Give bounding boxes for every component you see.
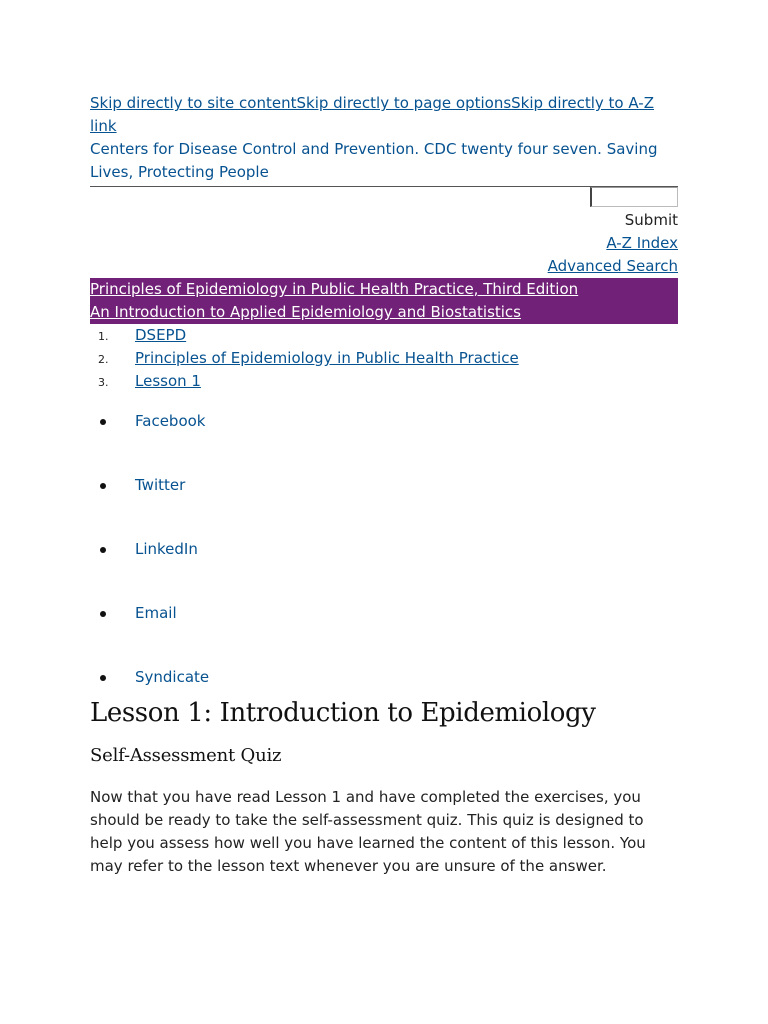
syndicate-link[interactable]: Syndicate (135, 668, 210, 686)
social-item-facebook (90, 410, 678, 474)
section-title: Self-Assessment Quiz (90, 745, 282, 766)
social-item-linkedin (90, 538, 678, 602)
breadcrumb-link-lesson-1[interactable]: Lesson 1 (135, 372, 201, 390)
breadcrumb-link-dsepd[interactable]: DSEPD (135, 326, 187, 344)
skip-to-az-link[interactable]: Skip directly to A-Z link (90, 94, 654, 135)
bullet-icon (100, 547, 106, 553)
breadcrumb-item-lesson-1 (90, 370, 678, 393)
course-banner (90, 278, 678, 324)
bullet-icon (100, 675, 106, 681)
advanced-search-link[interactable]: Advanced Search (547, 257, 678, 275)
breadcrumb-number: 3. (98, 376, 109, 389)
site-title-link[interactable]: Centers for Disease Control and Prevention. CDC twenty four seven. Saving Lives, Protecting People (90, 140, 658, 181)
bullet-icon (100, 611, 106, 617)
course-subtitle-link[interactable]: An Introduction to Applied Epidemiology and Biostatistics (90, 303, 521, 321)
page-container (90, 92, 678, 878)
facebook-link[interactable]: Facebook (135, 412, 206, 430)
search-links (90, 209, 678, 278)
social-item-twitter (90, 474, 678, 538)
breadcrumb-item-principles (90, 347, 678, 370)
social-share-list (90, 410, 678, 696)
submit-button[interactable]: Submit (624, 211, 678, 229)
skip-links (90, 92, 678, 138)
social-item-syndicate (90, 666, 678, 696)
email-link[interactable]: Email (135, 604, 177, 622)
page-title: Lesson 1: Introduction to Epidemiology (90, 698, 596, 728)
search-input[interactable] (590, 187, 678, 207)
bullet-icon (100, 483, 106, 489)
bullet-icon (100, 419, 106, 425)
breadcrumb-number: 2. (98, 353, 109, 366)
breadcrumb-item-dsepd (90, 324, 678, 347)
breadcrumb (90, 324, 678, 393)
twitter-link[interactable]: Twitter (135, 476, 186, 494)
breadcrumb-link-principles[interactable]: Principles of Epidemiology in Public Health Practice (135, 349, 519, 367)
az-index-link[interactable]: A-Z Index (606, 234, 678, 252)
search-area (90, 187, 678, 209)
course-title-link[interactable]: Principles of Epidemiology in Public Health Practice, Third Edition (90, 280, 579, 298)
linkedin-link[interactable]: LinkedIn (135, 540, 198, 558)
skip-to-content-link[interactable]: Skip directly to site content (90, 94, 297, 112)
breadcrumb-number: 1. (98, 330, 109, 343)
intro-paragraph: Now that you have read Lesson 1 and have completed the exercises, you should be ready to take the self-assessment quiz. This quiz is designed to help you assess how well you have learned the content of this lesson. You may refer to the lesson text whenever you are unsure of the answer. (90, 788, 646, 875)
skip-to-page-options-link[interactable]: Skip directly to page options (296, 94, 512, 112)
social-item-email (90, 602, 678, 666)
